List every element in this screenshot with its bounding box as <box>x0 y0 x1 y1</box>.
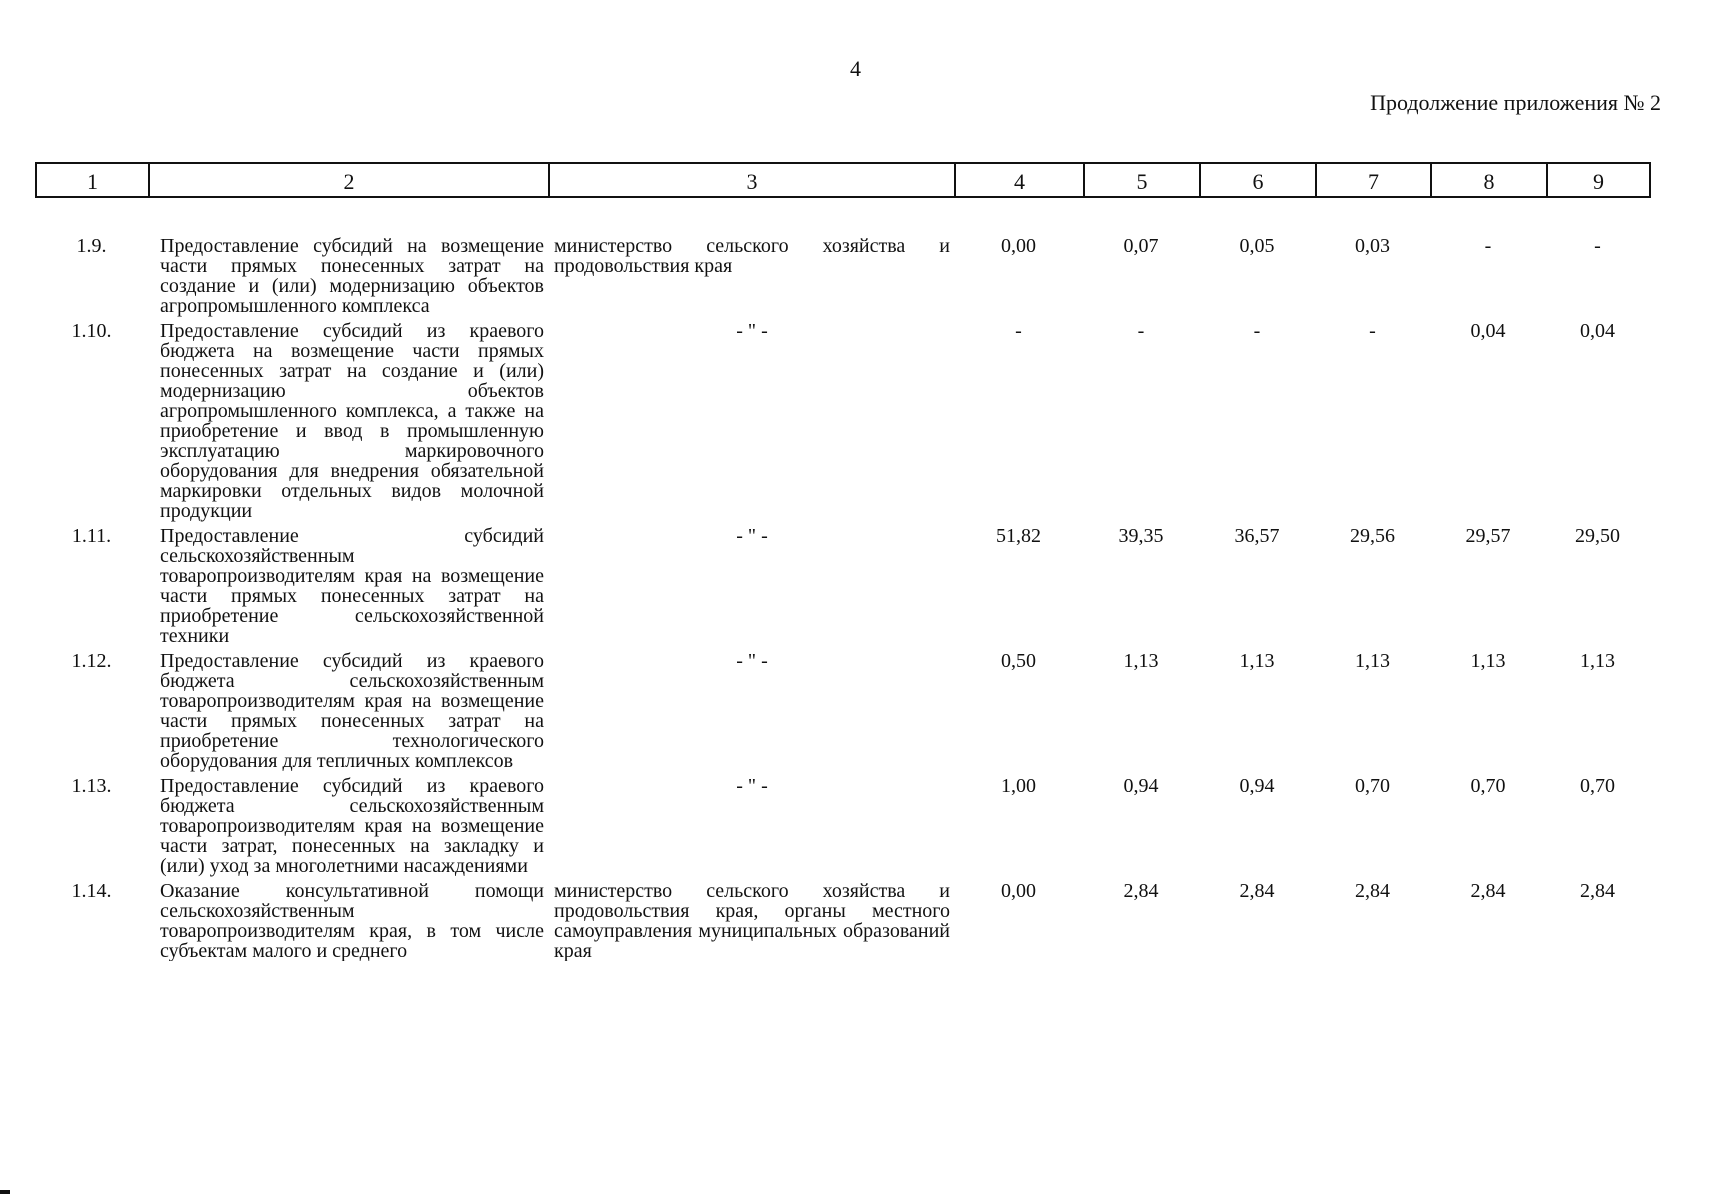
value-col-5: 1,13 <box>1123 650 1159 672</box>
value-col-6: 2,84 <box>1239 881 1275 902</box>
scan-margin-mark <box>0 1190 10 1194</box>
value-col-9: - <box>1594 235 1601 257</box>
table-row <box>35 526 1649 651</box>
value-col-7: 1,13 <box>1355 650 1390 672</box>
value-col-6: 1,13 <box>1239 650 1275 672</box>
executor-ditto: - " - <box>736 320 768 342</box>
value-col-4: 1,00 <box>1001 775 1036 797</box>
measure-name: Предоставление субсидий из краевого бюджета на возмещение части прямых понесенных затрат на создание и (или) модернизацию объектов агропромышленного комплекса, а также на приобретение и ввод в промышленную эксплуатацию маркировочного оборудования для внедрения обязательной маркировки отдельных видов молочной продукции <box>160 320 544 522</box>
value-col-7: - <box>1369 320 1376 342</box>
executor-ditto: - " - <box>736 650 768 672</box>
measure-name <box>148 881 548 972</box>
value-col-8: 0,04 <box>1470 320 1506 342</box>
row-number: 1.12. <box>71 650 112 672</box>
executor-ditto: - " - <box>736 525 768 547</box>
value-col-8: 29,57 <box>1465 525 1511 547</box>
value-col-7: 2,84 <box>1355 881 1390 902</box>
measure-name: Предоставление субсидий на возмещение части прямых понесенных затрат на создание и (или) модернизацию объектов агропромышленного комплекса <box>160 235 544 317</box>
executor: министерство сельского хозяйства и продовольствия края <box>554 235 950 277</box>
header-col-5: 5 <box>1084 163 1200 197</box>
value-col-9: 1,13 <box>1580 650 1615 672</box>
column-number-header <box>35 162 1651 198</box>
value-col-7: 0,70 <box>1355 775 1390 797</box>
value-col-4: 0,00 <box>1001 881 1036 902</box>
executor <box>548 881 954 972</box>
header-col-6: 6 <box>1200 163 1316 197</box>
measure-name: Предоставление субсидий из краевого бюджета сельскохозяйственным товаропроизводителям края на возмещение части затрат, понесенных на закладку и (или) уход за многолетними насаждениями <box>160 775 544 877</box>
value-col-9: 0,70 <box>1580 775 1615 797</box>
value-col-6: 36,57 <box>1234 525 1280 547</box>
measure-name-text: Оказание консультативной помощи сельскохозяйственным товаропроизводителям края, в том числе субъектам малого и среднего <box>160 881 544 961</box>
header-col-2: 2 <box>149 163 549 197</box>
value-col-8: - <box>1484 235 1492 257</box>
table-row <box>35 651 1649 776</box>
table-row <box>35 776 1649 881</box>
row-number: 1.14. <box>71 881 112 902</box>
value-col-8: 1,13 <box>1470 650 1506 672</box>
header-col-3: 3 <box>549 163 955 197</box>
value-col-5: 0,94 <box>1123 775 1159 797</box>
value-col-4: 0,00 <box>1001 235 1036 257</box>
value-col-9: 29,50 <box>1575 525 1620 547</box>
measures-table <box>35 236 1649 972</box>
value-col-7: 0,03 <box>1355 235 1390 257</box>
page-number: 4 <box>850 56 861 81</box>
value-col-5: 2,84 <box>1123 881 1159 902</box>
executor-text: министерство сельского хозяйства и продовольствия края, органы местного самоуправления муниципальных образований края <box>554 881 950 961</box>
measure-name: Предоставление субсидий сельскохозяйственным товаропроизводителям края на возмещение части прямых понесенных затрат на приобретение сельскохозяйственной техники <box>160 525 544 647</box>
table-row <box>35 881 1649 972</box>
header-col-1: 1 <box>36 163 149 197</box>
value-col-4: 51,82 <box>996 525 1041 547</box>
value-col-5: - <box>1137 320 1145 342</box>
value-col-5: 39,35 <box>1118 525 1164 547</box>
value-col-6: 0,05 <box>1239 235 1275 257</box>
table-row <box>35 236 1649 321</box>
value-col-5: 0,07 <box>1123 235 1159 257</box>
value-col-9: 2,84 <box>1580 881 1615 902</box>
value-col-7: 29,56 <box>1350 525 1395 547</box>
value-col-6: 0,94 <box>1239 775 1275 797</box>
value-col-9: 0,04 <box>1580 320 1615 342</box>
executor-ditto: - " - <box>736 775 768 797</box>
table-row <box>35 321 1649 526</box>
row-number: 1.9. <box>76 235 107 257</box>
row-number: 1.10. <box>71 320 112 342</box>
header-col-4: 4 <box>955 163 1084 197</box>
header-col-7: 7 <box>1316 163 1431 197</box>
value-col-4: 0,50 <box>1001 650 1036 672</box>
row-number: 1.13. <box>71 775 112 797</box>
value-col-8: 2,84 <box>1470 881 1506 902</box>
value-col-6: - <box>1253 320 1261 342</box>
header-col-9: 9 <box>1547 163 1650 197</box>
row-number: 1.11. <box>71 525 112 547</box>
continuation-label: Продолжение приложения № 2 <box>1370 90 1661 115</box>
measure-name: Предоставление субсидий из краевого бюджета сельскохозяйственным товаропроизводителям края на возмещение части прямых понесенных затрат на приобретение технологического оборудования для тепличных комплексов <box>160 650 544 772</box>
value-col-8: 0,70 <box>1470 775 1506 797</box>
value-col-4: - <box>1015 320 1022 342</box>
header-col-8: 8 <box>1431 163 1547 197</box>
